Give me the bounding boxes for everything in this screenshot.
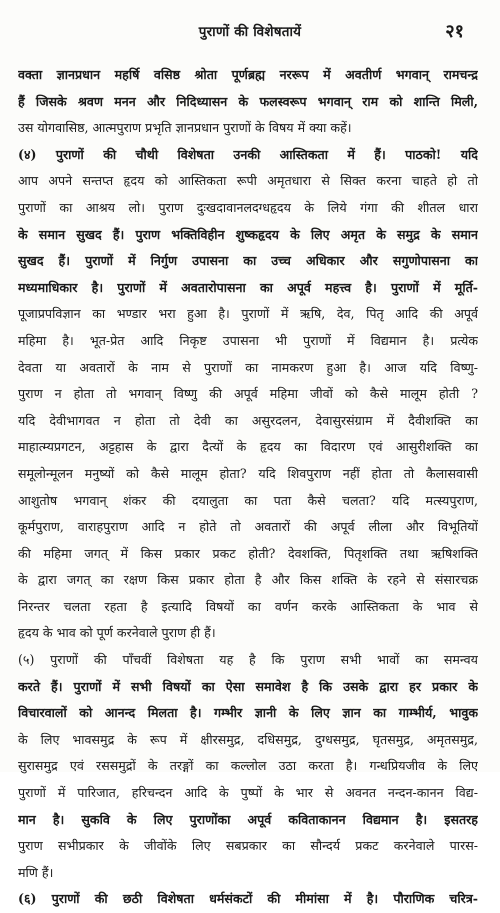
- text-line: की महिमा जगत् में किस प्रकार प्रकट होती? देवशक्ति, पितृशक्ति तथा ऋषिशक्ति: [18, 545, 478, 561]
- text-line: आशुतोष भगवान् शंकर की दयालुता का पता कैसे चलता? यदि मत्स्यपुराण,: [18, 492, 478, 508]
- page-number: २१: [445, 21, 464, 42]
- text-line: सुरासमुद्र एवं रससमुद्रों के तरङ्गों का कल्लोल उठा करता है। गन्धप्रियजीव के लिए: [18, 758, 478, 774]
- page-header: [0, 22, 500, 46]
- running-title: पुराणों की विशेषतायें: [198, 24, 302, 40]
- text-line: मध्यमाधिकार है। पुराणों में अवतारोपासना का अपूर्व महत्त्व है। पुराणों में मूर्ति-: [18, 279, 478, 295]
- text-line: हैं जिसके श्रवण मनन और निदिध्यासन के फलस्वरूप भगवान् राम को शान्ति मिली,: [18, 93, 478, 109]
- text-line: यदि देवीभागवत न होता तो देवी का असुरदलन, देवासुरसंग्राम में दैवीशक्ति का: [18, 412, 478, 428]
- text-line: सुखद हैं। पुराणों में निर्गुण उपासना का उच्च अधिकार और सगुणोपासना का: [18, 253, 478, 269]
- text-line: मान है। सुकवि के लिए पुराणोंका अपूर्व कविताकानन विद्यमान है। इसतरह: [18, 811, 478, 827]
- text-line: मणि हैं।: [18, 864, 54, 880]
- text-line: (४) पुराणों की चौथी विशेषता उनकी आस्तिकता में हैं। पाठको! यदि: [18, 146, 478, 162]
- text-line: के समान सुखद हैं। पुराण भक्तिविहीन शुष्कहृदय के लिए अमृत के समुद्र के समान: [18, 226, 478, 242]
- text-line: पुराणों में पारिजात, हरिचन्दन आदि के पुष्पों के भार से अवनत नन्दन-कानन विद्य-: [18, 785, 478, 801]
- text-line: हृदय के भाव को पूर्ण करनेवाले पुराण ही हैं।: [18, 625, 216, 641]
- text-line: उस योगवासिष्ठ, आत्मपुराण प्रभृति ज्ञानप्रधान पुराणों के विषय में क्या कहें।: [18, 120, 352, 136]
- text-line: कूर्मपुराण, वाराहपुराण आदि न होते तो अवतारों की अपूर्व लीला और विभूतियों: [18, 519, 478, 535]
- text-line: देवता या अवतारों के नाम से पुराणों का नामकरण हुआ है। आज यदि विष्णु-: [18, 359, 478, 375]
- text-line: महिमा है। भूत-प्रेत आदि निकृष्ट उपासना भी पुराणों में विद्यमान है। प्रत्येक: [18, 332, 478, 348]
- text-line: आप अपने सन्तप्त हृदय को आस्तिकता रूपी अमृतधारा से सिक्त करना चाहते हो तो: [18, 173, 478, 189]
- text-line: समूलोन्मूलन मनुष्यों को कैसे मालूम होता? यदि शिवपुराण नहीं होता तो कैलासवासी: [18, 465, 478, 481]
- text-line: पुराण न होता तो भगवान् विष्णु की अपूर्व महिमा जीवों को कैसे मालूम होती ?: [18, 386, 478, 402]
- text-line: माहात्म्यप्रगटन, अट्टहास के द्वारा दैत्यों के हृदय का विदारण एवं आसुरीशक्ति का: [18, 439, 478, 455]
- text-line: के लिए भावसमुद्र के रूप में क्षीरसमुद्र, दधिसमुद्र, दुग्धसमुद्र, घृतसमुद्र, अमृतसमुद्र,: [18, 731, 478, 747]
- text-line: पूजाप्रपविज्ञान का भण्डार भरा हुआ है। पुराणों में ऋषि, देव, पितृ आदि की अपूर्व: [18, 306, 478, 322]
- text-line: (५) पुराणों की पाँचवीं विशेषता यह है कि पुराण सभी भावों का समन्वय: [18, 652, 478, 668]
- text-line: पुराण सभीप्रकार के जीवोंके लिए सबप्रकार का सौन्दर्य प्रकट करनेवाले पारस-: [18, 838, 478, 854]
- text-line: वक्ता ज्ञानप्रधान महर्षि वसिष्ठ श्रोता पूर्णब्रह्म नररूप में अवतीर्ण भगवान् रामचन्द्र: [18, 67, 478, 82]
- text-line: विचारवालों को आनन्द मिलता है। गम्भीर ज्ञानी के लिए ज्ञान का गाम्भीर्य, भावुक: [18, 705, 478, 721]
- text-line: पुराणों का आश्रय लो। पुराण दुःखदावानलदग्धहृदय के लिये गंगा की शीतल धारा: [18, 199, 478, 215]
- text-line: निरन्तर चलता रहता है इत्यादि विषयों का वर्णन करके आस्तिकता के भाव से: [18, 598, 478, 614]
- text-line: के द्वारा जगत् का रक्षण किस प्रकार होता है और किस शक्ति के रहने से संसारचक्र: [18, 572, 478, 588]
- text-line: करते हैं। पुराणों में सभी विषयों का ऐसा समावेश है कि उसके द्वारा हर प्रकार के: [18, 678, 478, 694]
- text-line: (६) पुराणों की छठी विशेषता धर्मसंकटों की मीमांसा में है। पौराणिक चरित्र-: [18, 891, 478, 907]
- body-text: [18, 62, 478, 913]
